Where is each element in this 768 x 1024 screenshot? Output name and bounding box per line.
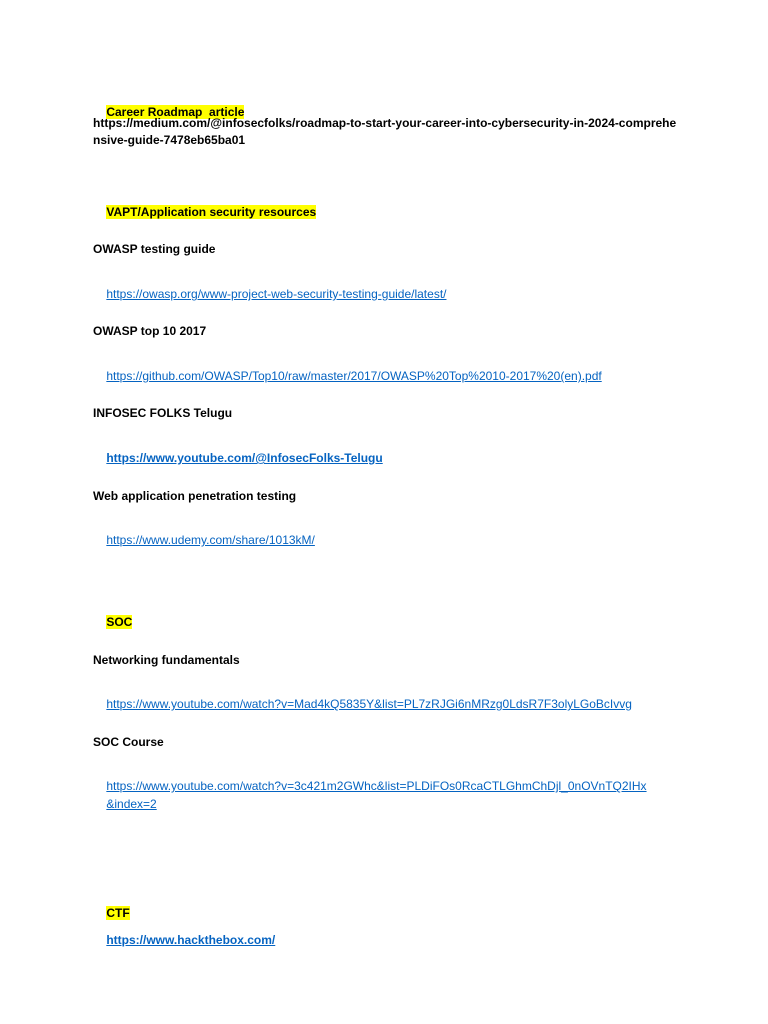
owasp-top10-title: OWASP top 10 2017 <box>93 324 207 338</box>
soc-course-link-continuation[interactable]: &index=2 <box>106 797 157 811</box>
ctf-heading: CTF <box>106 906 130 920</box>
owasp-testing-guide-link-row <box>93 269 683 320</box>
infosec-folks-title: INFOSEC FOLKS Telugu <box>93 406 233 420</box>
soc-heading-row <box>93 597 683 648</box>
vapt-heading: VAPT/Application security resources <box>106 205 317 219</box>
soc-heading: SOC <box>106 615 133 629</box>
networking-fundamentals-link[interactable]: https://www.youtube.com/watch?v=Mad4kQ5835Y&list=PL7zRJGi6nMRzg0LdsR7F3olyLGoBcIvvg <box>106 697 632 711</box>
infosec-folks-link-row <box>93 433 683 484</box>
web-pentest-link[interactable]: https://www.udemy.com/share/1013kM/ <box>106 533 315 547</box>
hackthebox-link[interactable]: https://www.hackthebox.com/ <box>106 933 276 947</box>
networking-fundamentals-title: Networking fundamentals <box>93 653 240 667</box>
web-pentest-link-row <box>93 515 683 566</box>
owasp-testing-guide-link[interactable]: https://owasp.org/www-project-web-security-testing-guide/latest/ <box>106 287 447 301</box>
hackthebox-link-row <box>93 915 683 966</box>
web-pentest-title: Web application penetration testing <box>93 489 297 503</box>
career-heading: Career Roadmap article <box>106 105 245 119</box>
networking-fundamentals-link-row <box>93 679 683 730</box>
career-article-url: https://medium.com/@infosecfolks/roadmap-to-start-your-career-into-cybersecurity-in-2024-comprehensive-guide-7478eb65ba01 <box>93 116 677 147</box>
soc-course-link-row-2 <box>93 779 683 830</box>
infosec-folks-link[interactable]: https://www.youtube.com/@InfosecFolks-Telugu <box>106 451 383 465</box>
owasp-top10-link[interactable]: https://github.com/OWASP/Top10/raw/master/2017/OWASP%20Top%2010-2017%20(en).pdf <box>106 369 602 383</box>
owasp-top10-link-row <box>93 351 683 402</box>
owasp-testing-guide-title: OWASP testing guide <box>93 242 216 256</box>
soc-course-link[interactable]: https://www.youtube.com/watch?v=3c421m2GWhc&list=PLDiFOs0RcaCTLGhmChDjl_0nOVnTQ2IHx <box>106 779 647 793</box>
vapt-heading-row <box>93 187 683 238</box>
soc-course-title: SOC Course <box>93 735 164 749</box>
